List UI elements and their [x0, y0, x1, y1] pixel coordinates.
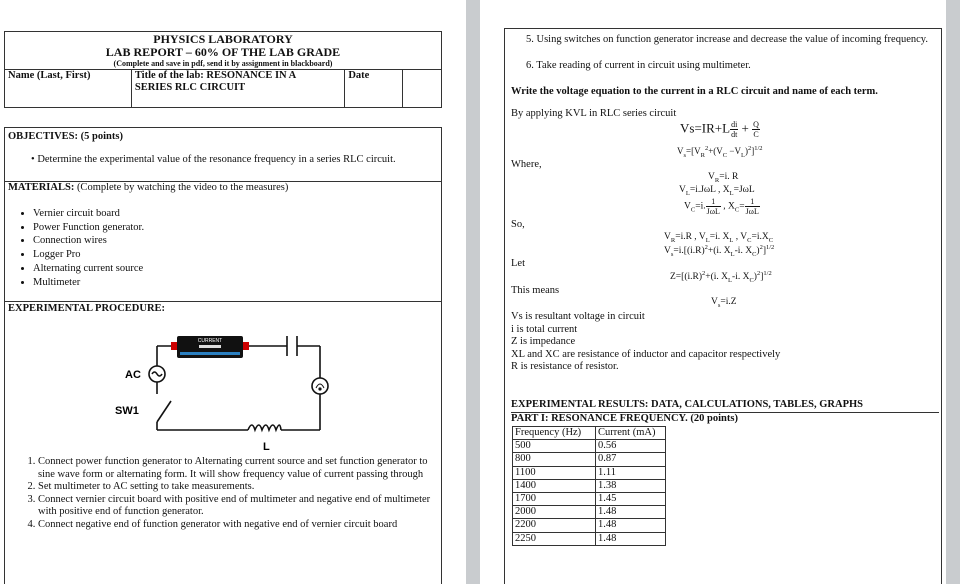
equation-vs: Vs=IR+L $\frac{di}{dt}$ + $\frac{Q}{C}$	[680, 120, 759, 139]
current-header: Current (mA)	[596, 427, 666, 440]
table-row: 2000 1.48	[513, 506, 666, 519]
definition-item: XL and XC are resistance of inductor and capacitor respectively	[511, 348, 781, 360]
where-label: Where,	[511, 159, 542, 170]
date-field[interactable]: Date	[345, 70, 402, 108]
equation-vs-magnitude: $V_s=[V_R^2+(V_C -V_L)^2]^{1/2}$	[677, 145, 763, 159]
report-subtitle: LAB REPORT – 60% OF THE LAB GRADE	[105, 45, 341, 59]
means-label: This means	[511, 285, 560, 296]
name-field[interactable]: Name (Last, First)	[5, 70, 132, 108]
procedure-heading: EXPERIMENTAL PROCEDURE:	[8, 303, 166, 314]
objectives-heading: OBJECTIVES: (5 points)	[8, 131, 123, 142]
list-item: • Multimeter	[33, 276, 144, 290]
list-item: 3. Connect vernier circuit board with positive end of multimeter and negative end of multimeter with positive end of function generator.	[38, 494, 443, 519]
definition-item: i is total current	[511, 323, 578, 335]
list-item: • Logger Pro	[33, 248, 144, 262]
lab-title-line2: SERIES RLC CIRCUIT	[134, 81, 246, 93]
lab-title-line1: Title of the lab: RESONANCE IN A	[134, 70, 297, 81]
step-5: 5. Using switches on function generator increase and decrease the value of incoming frequency.	[526, 34, 928, 45]
materials-list	[5, 207, 144, 289]
table-row: 1700 1.45	[513, 493, 666, 506]
materials-note: (Complete by watching the video to the measures)	[76, 182, 289, 193]
equation-vl: $V_L=i.J\omega L$ , $X_L=J\omega L$	[679, 185, 755, 197]
definition-item: Z is impedance	[511, 336, 576, 347]
frequency-header: Frequency (Hz)	[513, 427, 596, 440]
list-item: • Connection wires	[33, 234, 144, 248]
bullet-icon: •	[31, 154, 38, 165]
equation-components: $V_R=i.R$ , $V_L=i$. $X_L$ , $V_C=i.X_C$	[664, 232, 774, 244]
definition-list	[511, 311, 780, 374]
lab-title-field	[131, 70, 344, 108]
procedure-section	[4, 301, 442, 584]
objective-item: • Determine the experimental value of the resonance frequency in a series RLC circuit.	[31, 154, 396, 165]
definition-item: R is resistance of resistor.	[511, 361, 619, 372]
definition-item: Vs is resultant voltage in circuit	[511, 311, 645, 322]
table-row: 1100 1.11	[513, 466, 666, 479]
date-value-cell[interactable]	[402, 70, 441, 108]
results-heading: EXPERIMENTAL RESULTS: DATA, CALCULATIONS, TABLES, GRAPHS	[511, 399, 939, 413]
submission-note: (Complete and save in pdf, send it by assignment in blackboard)	[113, 59, 333, 68]
step-6: 6. Take reading of current in circuit using multimeter.	[526, 60, 751, 71]
lab-title: PHYSICS LABORATORY	[153, 32, 293, 46]
equation-ohm: $V_s=i.Z$	[711, 297, 737, 309]
table-row: 500 0.56	[513, 440, 666, 453]
kvl-text: By applying KVL in RLC series circuit	[511, 108, 677, 119]
list-item: 1. Connect power function generator to Alternating current source and set function generator to sine wave form or alternating form. It will show frequency value of current passing through	[38, 456, 443, 481]
list-item: 2. Set multimeter to AC setting to take measurements.	[38, 481, 443, 494]
list-item: • Alternating current source	[33, 262, 144, 276]
left-page	[0, 0, 466, 584]
table-row: 2200 1.48	[513, 519, 666, 532]
equation-vr: $V_R=i$. R	[708, 172, 739, 184]
let-label: Let	[511, 258, 525, 269]
table-header-row	[513, 427, 666, 440]
objectives-section	[4, 127, 442, 182]
materials-heading: MATERIALS:	[8, 182, 75, 193]
materials-section	[4, 180, 442, 302]
voltage-heading: Write the voltage equation to the current in a RLC circuit and name of each term.	[511, 86, 878, 97]
list-item: • Power Function generator.	[33, 221, 144, 235]
so-label: So,	[511, 219, 525, 230]
equation-impedance: $Z=[(i.R)^2+(i$. $X_L-i$. $X_C)^2]^{1/2}$	[670, 270, 772, 285]
inductor-label: L	[263, 441, 270, 453]
switch-label: SW1	[115, 405, 139, 417]
right-page	[480, 0, 946, 584]
part-one-heading: PART I: RESONANCE FREQUENCY. (20 points)	[511, 413, 738, 424]
ac-label: AC	[125, 369, 141, 381]
procedure-steps	[5, 456, 443, 531]
results-table	[512, 426, 666, 546]
list-item: 4. Connect negative end of function generator with negative end of vernier circuit board	[38, 519, 443, 532]
materials-heading-row	[8, 182, 288, 195]
table-row: 2250 1.48	[513, 532, 666, 545]
table-row: 1400 1.38	[513, 479, 666, 492]
rlc-circuit-diagram	[115, 326, 345, 456]
table-row: 800 0.87	[513, 453, 666, 466]
list-item: • Vernier circuit board	[33, 207, 144, 221]
report-header-table	[4, 31, 442, 108]
equation-vc: $V_C=i$. $\frac{1}{\text{JωL}}$ , $X_C=$ $\frac{1}{\text{JωL}}$	[684, 197, 759, 216]
meter-label: CURRENT	[197, 338, 223, 344]
equation-vs-current: $V_s=i.[(i.R)^2+(i$. $X_L-i$. $X_C)^2]^{1/2}$	[664, 244, 775, 259]
